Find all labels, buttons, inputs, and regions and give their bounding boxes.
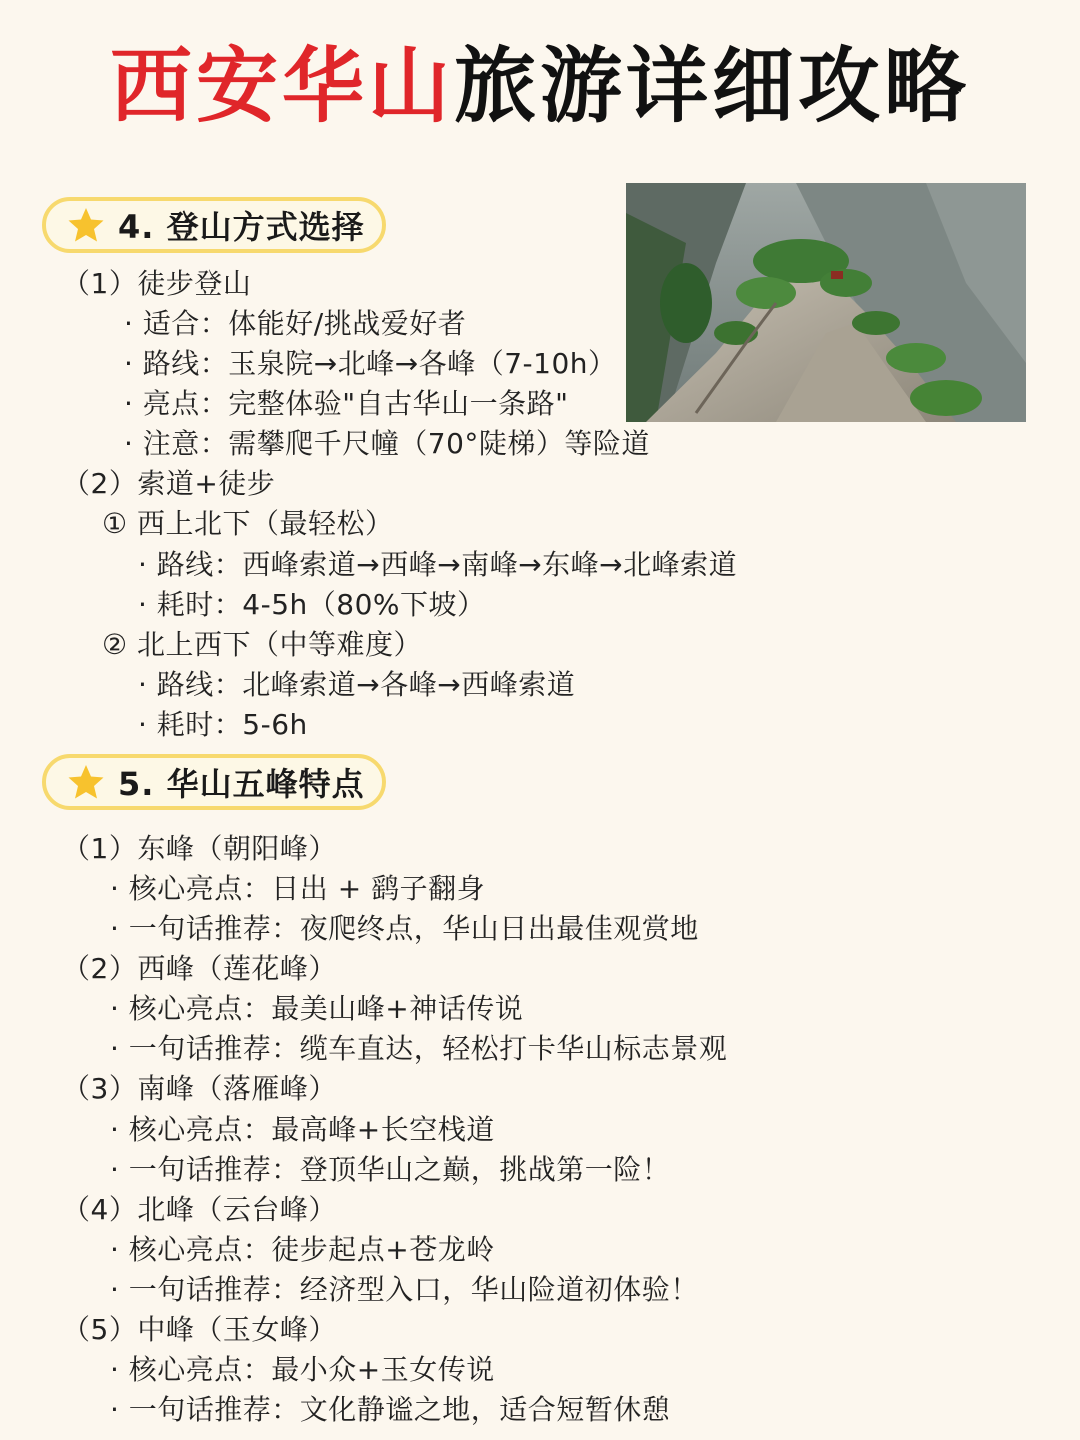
star-icon — [66, 205, 106, 245]
bullet-line: · 路线：西峰索道→西峰→南峰→东峰→北峰索道 — [138, 548, 738, 581]
title-highlight: 西安华山 — [109, 39, 454, 134]
bullet-line: · 一句话推荐：文化静谧之地，适合短暂休憩 — [110, 1393, 671, 1426]
bullet-line: · 路线：北峰索道→各峰→西峰索道 — [138, 668, 576, 701]
option-header: （2）索道+徒步 — [62, 467, 276, 500]
bullet-line: · 核心亮点：最美山峰+神话传说 — [110, 992, 524, 1025]
section5-title: 5. 华山五峰特点 — [118, 765, 365, 803]
bullet-line: · 注意：需攀爬千尺幢（70°陡梯）等险道 — [124, 427, 650, 460]
route-header: ② 北上西下（中等难度） — [102, 628, 423, 661]
bullet-line: · 耗时：5-6h — [138, 708, 308, 741]
peak-header: （4）北峰（云台峰） — [62, 1193, 337, 1226]
bullet-line: · 核心亮点：徒步起点+苍龙岭 — [110, 1233, 495, 1266]
bullet-line: · 核心亮点：日出 + 鹞子翻身 — [110, 872, 486, 905]
huashan-photo — [626, 183, 1026, 422]
bullet-line: · 核心亮点：最小众+玉女传说 — [110, 1353, 495, 1386]
section4-title: 4. 登山方式选择 — [118, 208, 365, 246]
option-header: （1）徒步登山 — [62, 267, 252, 300]
bullet-line: · 一句话推荐：登顶华山之巅，挑战第一险！ — [110, 1153, 671, 1186]
bullet-line: · 路线：玉泉院→北峰→各峰（7-10h） — [124, 347, 617, 380]
section5-heading — [42, 754, 386, 810]
section4-heading — [42, 197, 386, 253]
page-title — [0, 32, 1080, 142]
route-header: ① 西上北下（最轻松） — [102, 507, 394, 540]
bullet-line: · 核心亮点：最高峰+长空栈道 — [110, 1113, 495, 1146]
bullet-line: · 一句话推荐：夜爬终点，华山日出最佳观赏地 — [110, 912, 699, 945]
peak-header: （5）中峰（玉女峰） — [62, 1313, 337, 1346]
bullet-line: · 适合：体能好/挑战爱好者 — [124, 307, 467, 340]
bullet-line: · 亮点：完整体验"自古华山一条路" — [124, 387, 569, 420]
peak-header: （2）西峰（莲花峰） — [62, 952, 337, 985]
star-icon — [66, 762, 106, 802]
bullet-line: · 耗时：4-5h（80%下坡） — [138, 588, 486, 621]
bullet-line: · 一句话推荐：缆车直达，轻松打卡华山标志景观 — [110, 1032, 728, 1065]
bullet-line: · 一句话推荐：经济型入口，华山险道初体验！ — [110, 1273, 699, 1306]
peak-header: （1）东峰（朝阳峰） — [62, 832, 337, 865]
title-rest: 旅游详细攻略 — [454, 39, 971, 134]
peak-header: （3）南峰（落雁峰） — [62, 1072, 337, 1105]
